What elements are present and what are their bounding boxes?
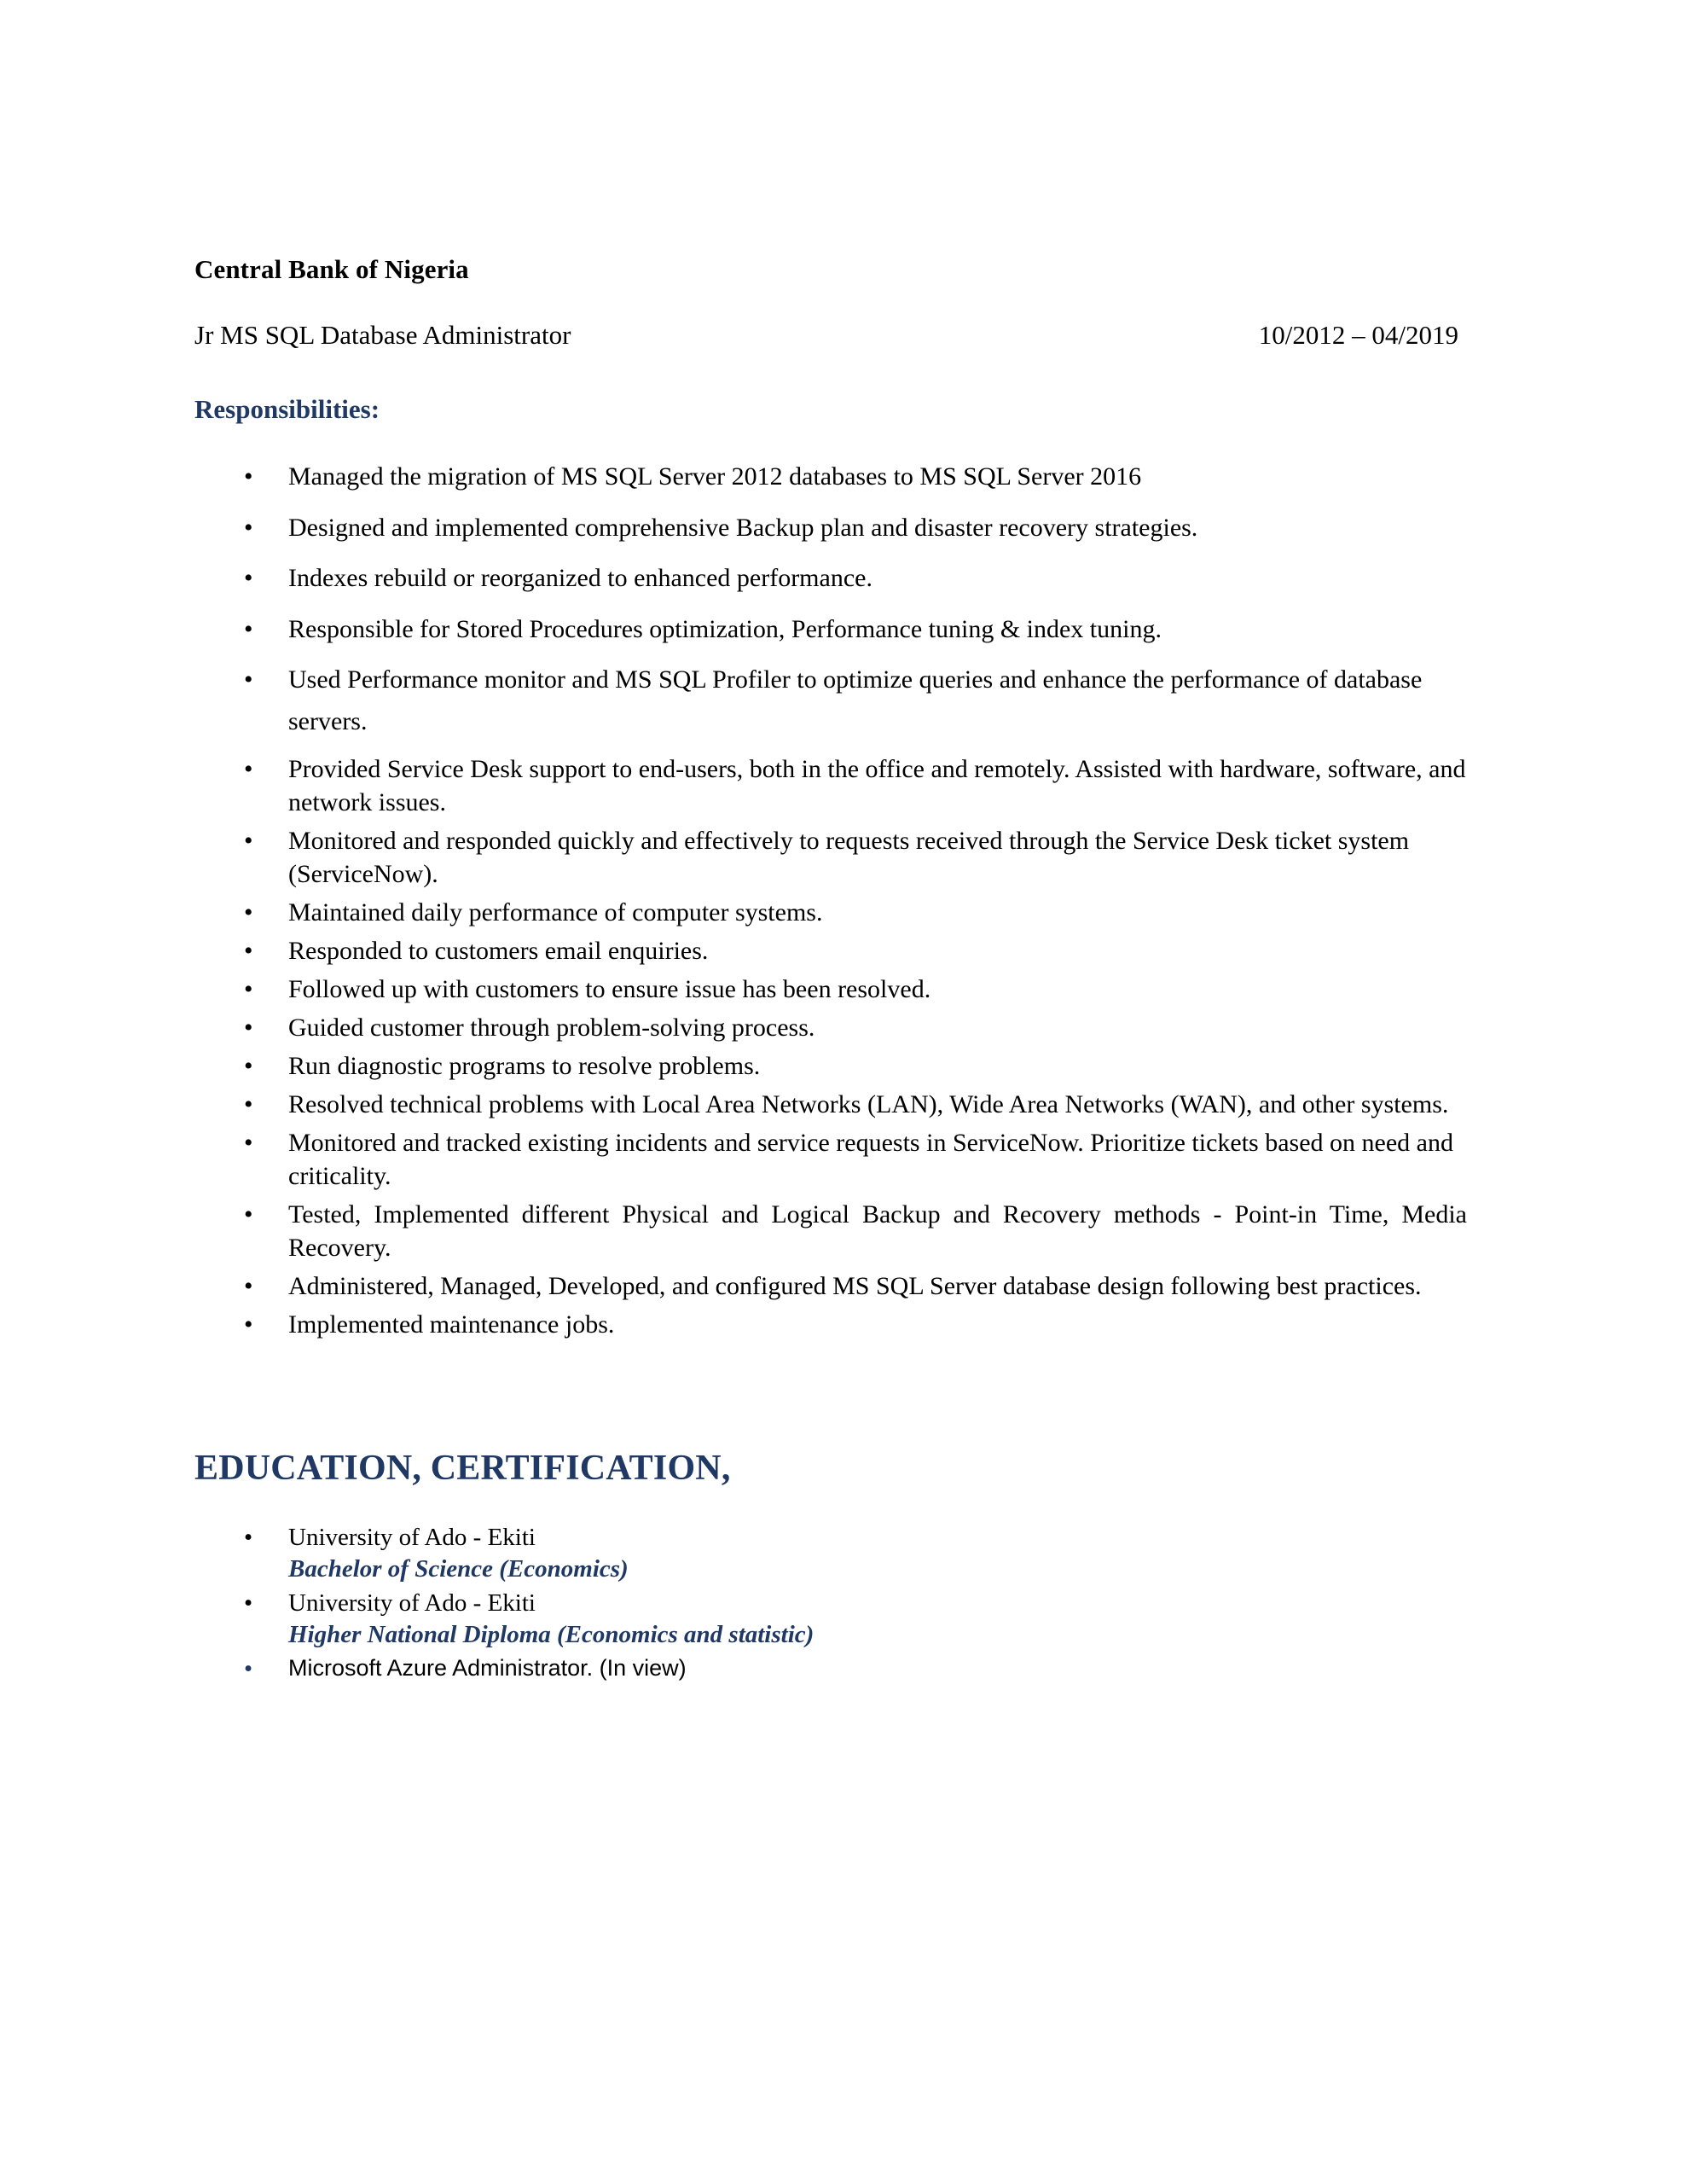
list-item: • Administered, Managed, Developed, and configured MS SQL Server database design following best practices. <box>194 1269 1467 1303</box>
education-item <box>194 1588 1467 1651</box>
education-heading: EDUCATION, CERTIFICATION, <box>194 1448 731 1488</box>
list-item: • Monitored and tracked existing incidents and service requests in ServiceNow. Prioritize tickets based on need and criticality. <box>194 1126 1467 1193</box>
list-item: • Run diagnostic programs to resolve problems. <box>194 1049 1467 1083</box>
list-item: • Followed up with customers to ensure issue has been resolved. <box>194 973 1467 1006</box>
responsibilities-label: Responsibilities: <box>194 394 380 424</box>
education-degree: Higher National Diploma (Economics and statistic) <box>288 1620 815 1648</box>
employer-name: Central Bank of Nigeria <box>194 254 469 284</box>
certification-item <box>194 1653 1467 1683</box>
list-item: • Indexes rebuild or reorganized to enhanced performance. <box>194 558 1467 600</box>
responsibilities-list <box>194 456 1467 1341</box>
education-degree: Bachelor of Science (Economics) <box>288 1554 629 1583</box>
list-item: • Designed and implemented comprehensive Backup plan and disaster recovery strategies. <box>194 508 1467 549</box>
education-school: • University of Ado - Ekiti <box>288 1523 536 1551</box>
employment-dates: 10/2012 – 04/2019 <box>1258 320 1458 350</box>
education-school: • University of Ado - Ekiti <box>288 1589 536 1617</box>
list-item: • Maintained daily performance of computer systems. <box>194 896 1467 929</box>
education-item <box>194 1522 1467 1585</box>
role-row <box>194 322 1467 348</box>
list-item: • Managed the migration of MS SQL Server 2012 databases to MS SQL Server 2016 <box>194 456 1467 498</box>
education-list <box>194 1522 1467 1683</box>
certification-name: • Microsoft Azure Administrator. (In view) <box>288 1655 687 1681</box>
role-title: Jr MS SQL Database Administrator <box>194 320 571 350</box>
list-item: • Used Performance monitor and MS SQL Profiler to optimize queries and enhance the performance of database servers. <box>194 659 1467 742</box>
list-item: • Resolved technical problems with Local Area Networks (LAN), Wide Area Networks (WAN), and other systems. <box>194 1088 1467 1121</box>
list-item: • Tested, Implemented different Physical and Logical Backup and Recovery methods - Point-in Time, Media Recovery. <box>194 1198 1467 1264</box>
list-item: • Provided Service Desk support to end-users, both in the office and remotely. Assisted with hardware, software, and network issues. <box>194 752 1467 819</box>
list-item: • Implemented maintenance jobs. <box>194 1308 1467 1341</box>
list-item: • Responded to customers email enquiries. <box>194 934 1467 967</box>
list-item: • Responsible for Stored Procedures optimization, Performance tuning & index tuning. <box>194 609 1467 651</box>
content-column <box>194 256 1467 1686</box>
list-item: • Monitored and responded quickly and effectively to requests received through the Service Desk ticket system (ServiceNow). <box>194 824 1467 891</box>
list-item: • Guided customer through problem-solving process. <box>194 1011 1467 1044</box>
